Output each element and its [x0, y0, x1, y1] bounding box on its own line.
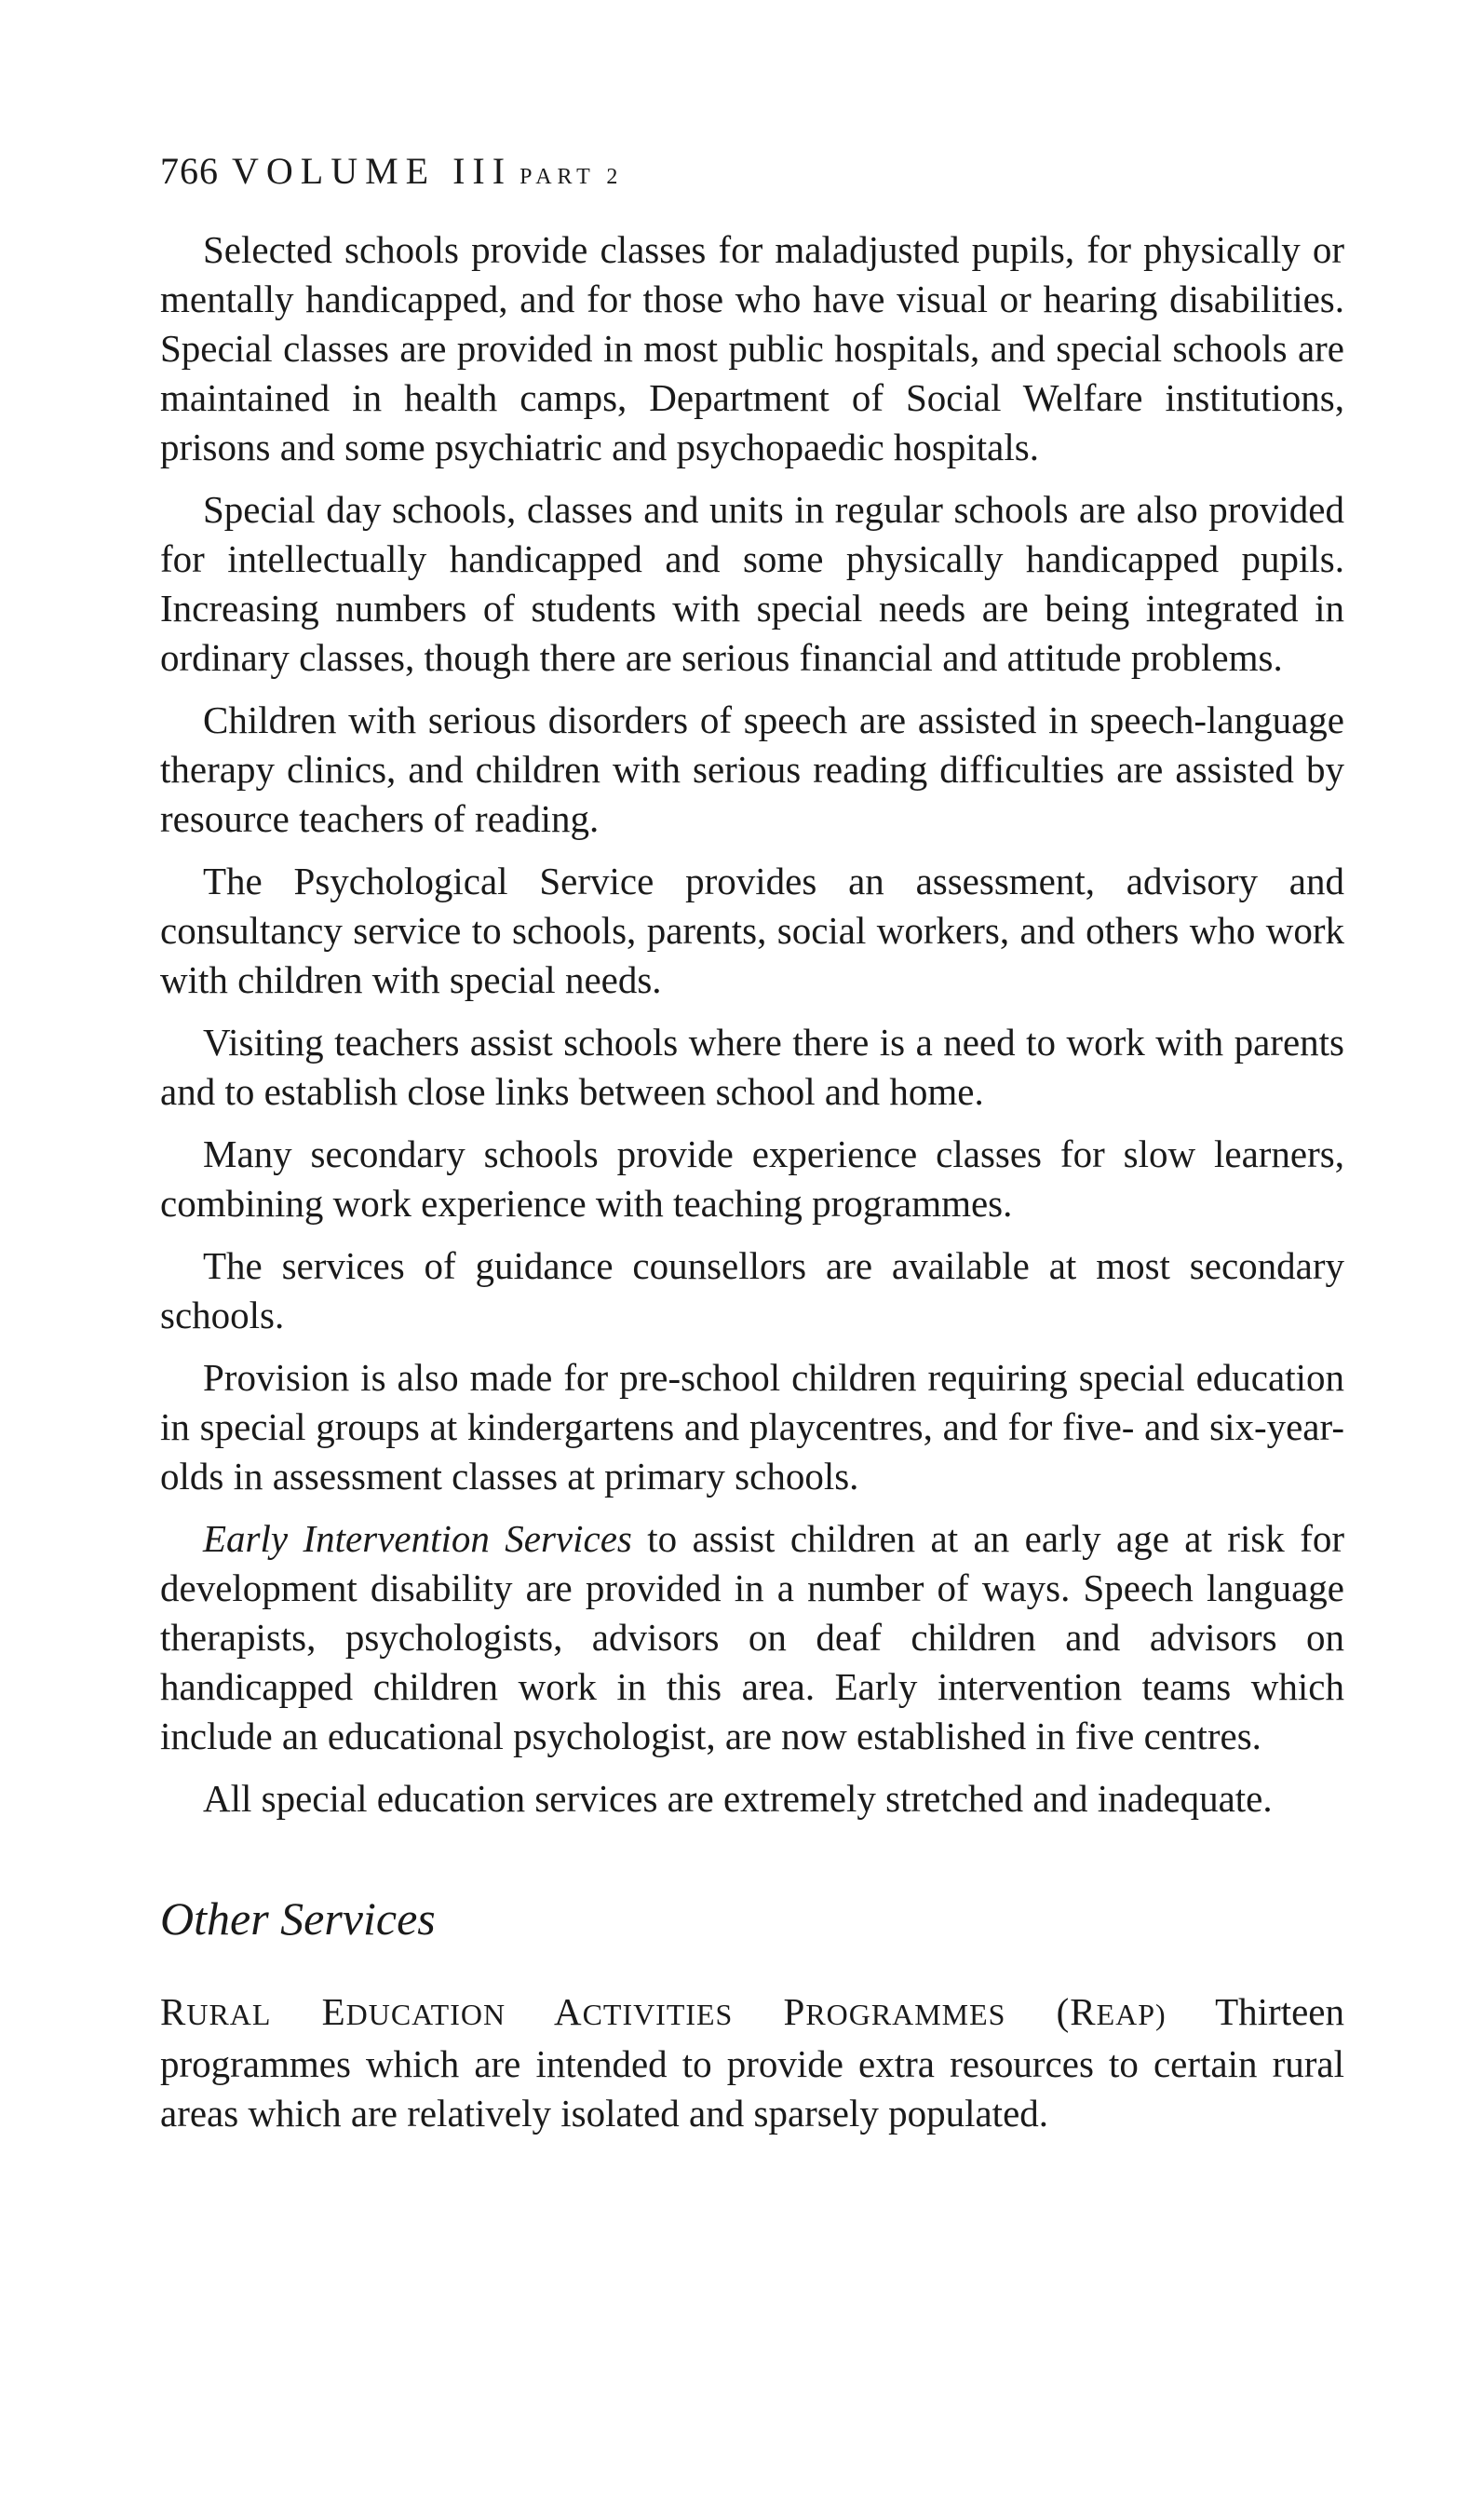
volume-label: VOLUME III: [232, 150, 513, 192]
paragraph: Visiting teachers assist schools where there is a need to work with parents and to establish close links between school and home.: [160, 1021, 1344, 1113]
paragraph: All special education services are extremely stretched and inadequate.: [203, 1777, 1273, 1820]
reap-entry: [160, 1987, 1344, 2138]
body-text: [160, 225, 1344, 1823]
paragraph: The services of guidance counsellors are available at most secondary schools.: [160, 1244, 1344, 1336]
paragraph: Selected schools provide classes for maladjusted pupils, for physically or mentally handicapped, and for those who have visual or hearing disabilities. Special classes are provided in most public hospitals, and special schools are maintained in health camps, Department of Social Welfare institutions, prisons and some psychiatric and psychopaedic hospitals.: [160, 228, 1344, 468]
paragraph: Provision is also made for pre-school children requiring special education in special groups at kindergartens and playcentres, and for five- and six-year-olds in assessment classes at primary schools.: [160, 1356, 1344, 1498]
page: [160, 149, 1344, 2138]
reap-text: Thirteen programmes which are intended to provide extra resources to certain rural areas which are relatively isolated and sparsely populated.: [160, 1990, 1344, 2135]
early-intervention-text: to assist children at an early age at risk for development disability are provided in a number of ways. Speech language therapists, psychologists, advisors on deaf children and advisors on handicapped children work in this area. Early intervention teams which include an educational psychologist, are now established in five centres.: [160, 1517, 1344, 1757]
early-intervention-lead: Early Intervention Services: [203, 1517, 632, 1560]
paragraph: Many secondary schools provide experience classes for slow learners, combining work experience with teaching programmes.: [160, 1132, 1344, 1225]
paragraph: Special day schools, classes and units in regular schools are also provided for intellectually handicapped and some physically handicapped pupils. Increasing numbers of students with special needs are being integrated in ordinary classes, though there are serious financial and attitude problems.: [160, 488, 1344, 679]
part-label: PART 2: [519, 165, 624, 189]
page-number: 766: [160, 150, 219, 192]
paragraph-early-intervention: [160, 1514, 1344, 1761]
reap-heading: RURAL EDUCATION ACTIVITIES PROGRAMMES (REAP): [160, 1990, 1167, 2033]
paragraph: Children with serious disorders of speech are assisted in speech-language therapy clinics, and children with serious reading difficulties are assisted by resource teachers of reading.: [160, 698, 1344, 840]
reap-paragraph: [160, 1987, 1344, 2138]
section-heading: Other Services: [160, 1892, 436, 1945]
paragraph: The Psychological Service provides an assessment, advisory and consultancy service to schools, parents, social workers, and others who work with children with special needs.: [160, 860, 1344, 1001]
running-head: [160, 149, 1344, 199]
